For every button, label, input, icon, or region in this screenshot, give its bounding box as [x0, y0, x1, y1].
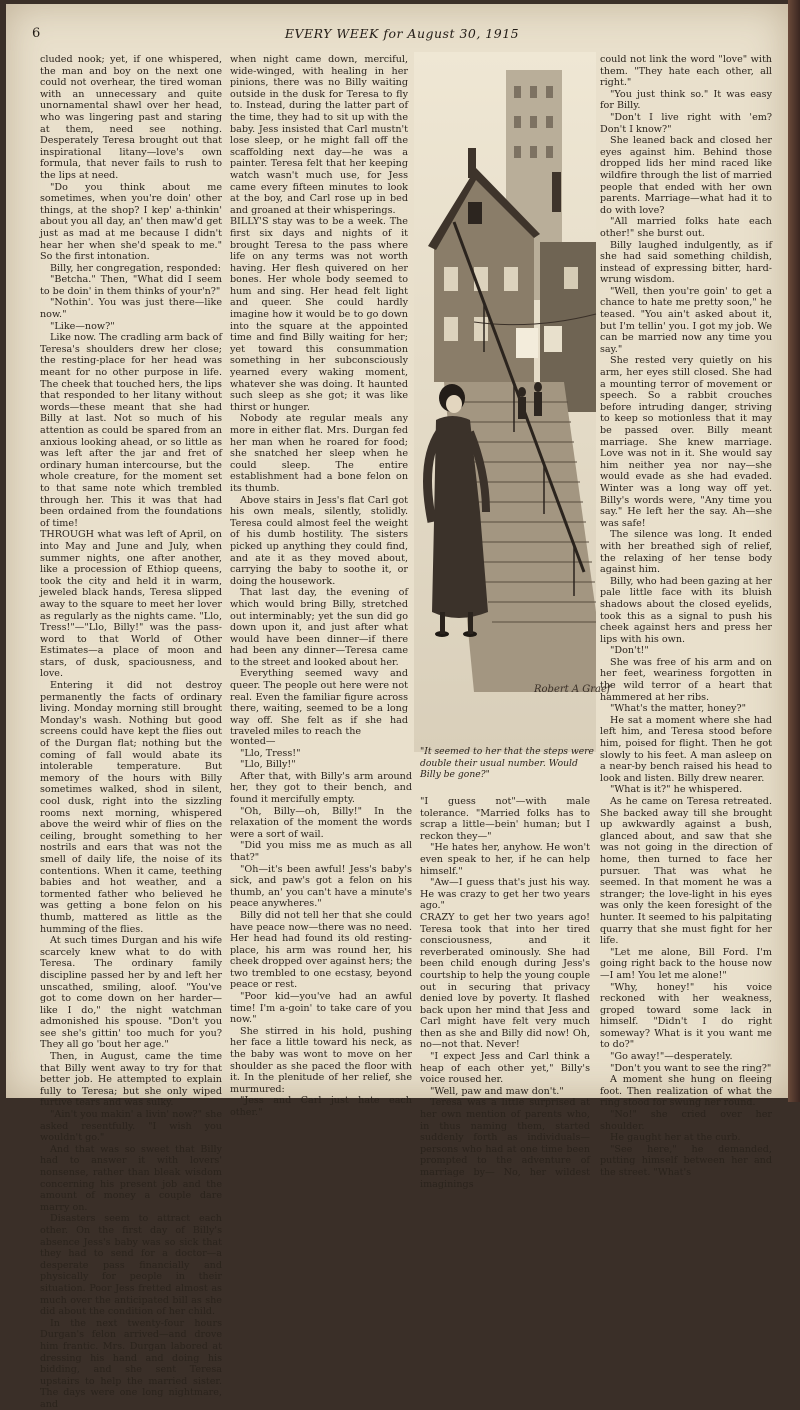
paragraph: Billy, who had been gazing at her pale little face with its bluish shadows about the closed eyelids, took this as a signal to push his cheek against hers and press her lips with his own. [600, 575, 772, 645]
paragraph: "Let me alone, Bill Ford. I'm going right back to the house now—I am! You let me alone!" [600, 946, 772, 981]
paragraph: "Don't!" [610, 645, 649, 657]
paragraph: "He hates her, anyhow. He won't even speak to her, if he can help himself." [420, 842, 590, 877]
paragraph: "All married folks hate each other!" she burst out. [600, 216, 772, 239]
paragraph: cluded nook; yet, if one whispered, the man and boy on the next one could not overhear, the tired woman with an unnecessary and quite unornamental shawl over her head, who was lingering past and staring at them, need see nothing. Desperately Teresa brought out that inspirational litany—love's own formula, that never fails to rush to the lips at need. [40, 54, 222, 181]
paragraph: Billy did not tell her that she could have peace now—there was no need. Her head had found its old resting-place, his arm was round her, his cheek dropped over against hers; the two trembled to one ecstasy, beyond peace or rest. [230, 909, 412, 991]
paragraph: "Oh, Billy—oh, Billy!" In the relaxation of the moment the words were a sort of wail. [230, 805, 412, 840]
paragraph: wonted— [230, 736, 276, 747]
text-column-2-lower [230, 736, 412, 1118]
paragraph: "See here," he demanded, putting himself between her and the street. "What's [600, 1143, 772, 1178]
paragraph: "Well, then you're goin' to get a chance to hate me pretty soon," he teased. "You ain't asked about it, but I'm tellin' you. I got my job. We can be married now any time you say." [600, 285, 772, 355]
paragraph: After that, with Billy's arm around her, they got to their bench, and found it mercifully empty. [230, 770, 412, 805]
paragraph: BILLY'S stay was to be a week. The first six days and nights of it brought Teresa to the pass where life on any terms was not worth having. Her flesh quivered on her bones. Her whole body seemed to hum and sing. Her head felt light and queer. She could hardly imagine how it would be to go down into the square at the appointed time and find Billy waiting for her; yet toward this consummation something in her subconsciously yearned every waking moment, whatever she was doing. It haunted such sleep as she got; it was like thirst or hunger. [230, 216, 408, 413]
paragraph: Disasters seem to attract each other. On the first day of Billy's absence Jess's baby was so sick that they had to send for a doctor—a desperate pass financially and physically for people in their situation. Poor Jess fretted almost as much over the anticipated bill as she did about the condition of her child. [40, 1213, 222, 1318]
paragraph: Entering it did not destroy permanently the facts of ordinary living. Monday morning still brought Monday's wash. Nothing but good screens could have kept the flies out of the Durgan flat; nothing but the coming of fall would abate its intolerable temperature. But memory of the hours with Billy sometimes walked, shod in silent, cool dusk, right into the sizzling rooms next morning, whispered above the weird whir of flies on the ceiling, brought something to her nostrils and ears that was not the smell of daily life, the noise of its contentions. When it came, teething babies and hot weather, and a tormented father who believed he was getting a bone felon on his thumb, mattered as little as the humming of the flies. [40, 680, 222, 935]
paragraph: "Don't I live right with 'em? Don't I know?" [600, 111, 772, 135]
paragraph: Teresa was a little surprised at her own mention of parents who, in thus naming them, started suddenly forth as individuals—persons who had at one time been prompted to the adventure of marriage by— No, her wildest imaginings [420, 1097, 590, 1190]
paragraph: "Betcha." Then, "What did I seem to be doin' in them thinks of your'n?" [40, 274, 222, 297]
paragraph: And that was so sweet that Billy had to answer it with lovers' nonsense, rather than bleak wisdom concerning his present job and the amount of money a couple dare marry on. [40, 1143, 222, 1213]
book-binding-edge [788, 0, 800, 1102]
magazine-page [6, 4, 788, 1410]
paragraph: Then, in August, came the time that Billy went away to try for that better job. He attempted to explain fully to Teresa; but she only wiped furtive tears and was sulky. [40, 1051, 222, 1109]
paragraph: A moment she hung on fleeing foot. Then realization of what the ring stood for swung her round. [600, 1074, 772, 1109]
paragraph: "What's the matter, honey?" [610, 703, 747, 715]
text-column-2 [230, 54, 408, 738]
artist-signature: Robert A Graef [534, 684, 611, 695]
paragraph: "Ain't you makin' a livin' now?" she asked resentfully. "I wish you wouldn't go." [40, 1109, 222, 1144]
paragraph: "Llo, Billy!" [240, 759, 296, 771]
paragraph: Like now. The cradling arm back of Teresa's shoulders drew her close; the resting-place for her head was meant for no other purpose in life. The cheek that touched hers, the lips that responded to her litany without words—these meant that she had Billy at last. Not so much of his attention as could be spared from an anxious looking ahead, or so little as was left after the jar and fret of ordinary human intercourse, but the whole creature, for the moment set to that same note which trembled through her. This it was that had been ordained from the foundations of time! [40, 332, 222, 529]
paragraph: "I expect Jess and Carl think a heap of each other yet," Billy's voice roused her. [420, 1051, 590, 1086]
paragraph: He gaught her at the curb. [610, 1132, 741, 1144]
paragraph: "Llo, Tress!" [240, 747, 301, 759]
paragraph: could not link the word "love" with them. "They hate each other, all right." [600, 54, 772, 89]
paragraph: At such times Durgan and his wife scarcely knew what to do with Teresa. The ordinary family discipline passed her by and left her unscathed, smiling, aloof. "You've got to come down on her harder—like I do," the night watchman admonished his spouse. "Don't you see she's gittin' too much for you? They all go 'bout her age." [40, 935, 222, 1051]
paragraph: "Why, honey!" his voice reckoned with her weakness, groped toward some lack in himself. "Didn't I do right someway? What is it you want me to do?" [600, 981, 772, 1051]
page-number: 6 [32, 26, 41, 41]
paragraph: The silence was long. It ended with her breathed sigh of relief, the relaxing of her tense body against him. [600, 529, 772, 576]
paragraph: She stirred in his hold, pushing her face a little toward his neck, as the baby was wont to move on her shoulder as she paced the floor with it. In the plenitude of her relief, she murmured: [230, 1025, 412, 1095]
paragraph: "Jess and Carl just hate each other." [230, 1095, 412, 1118]
paragraph: CRAZY to get her two years ago! Teresa took that into her tired consciousness, and it reverberated ominously. She had been child enough during Jess's courtship to help the young couple out in securing that privacy denied love by poverty. It flashed back upon her mind that Jess and Carl might have felt very much then as she and Billy did now! Oh, no—not that. Never! [420, 911, 590, 1051]
illustration-stairway [414, 52, 611, 752]
text-column-1 [40, 54, 222, 1410]
chimney [468, 148, 476, 178]
text-column-4 [600, 54, 772, 1178]
paragraph: Nobody ate regular meals any more in either flat. Mrs. Durgan fed her man when he roared for food; she snatched her sleep when he could sleep. The entire establishment had a bone felon on its thumb. [230, 413, 408, 494]
paragraph: She was free of his arm and on her feet, weariness forgotten in the wild terror of a heart that hammered at her ribs. [600, 656, 772, 703]
paragraph: "Oh—it's been awful! Jess's baby's sick, and paw's got a felon on his thumb, an' you can't have a minute's peace anywheres." [230, 863, 412, 910]
paragraph: Above stairs in Jess's flat Carl got his own meals, silently, stolidly. Teresa could almost feel the weight of his dumb hostility. The sisters picked up anything they could find, and ate it as they moved about, carrying the baby to soothe it, or doing the housework. [230, 494, 408, 587]
paragraph: "Like—now?" [50, 320, 115, 332]
text-column-3 [420, 796, 590, 1190]
paragraph: "Poor kid—you've had an awful time! I'm a-goin' to take care of you now." [230, 991, 412, 1026]
paragraph: In the next twenty-four hours Durgan's felon arrived—and drove him frantic. Mrs. Durgan labored at dressing his hand and doing his bidding, and she sent Teresa upstairs to help the married sister. The days were one long nightmare, and [40, 1317, 222, 1410]
paragraph: "Aw—I guess that's just his way. He was crazy to get her two years ago." [420, 877, 590, 912]
paragraph: "You just think so." It was easy for Billy. [600, 88, 772, 112]
paragraph: "I guess not"—with male tolerance. "Married folks has to scrap a little—bein' human; but I reckon they—" [420, 796, 590, 842]
illustration-caption: "It seemed to her that the steps were double their usual number. Would Billy be gone?" [420, 746, 594, 780]
paragraph: Billy, her congregation, responded: [50, 262, 222, 274]
paragraph: "Do you think about me sometimes, when you're doin' other things, at the shop? I kep' a-thinkin' about you all day, an' then maw'd get just as mad at me because I didn't hear her when she'd speak to me." So the first intonation. [40, 181, 222, 263]
paragraph: "No!" she cried over her shoulder. [600, 1109, 772, 1132]
paragraph: She rested very quietly on his arm, her eyes still closed. She had a mounting terror of movement or speech. So a rabbit crouches before intruding danger, striving to keep so motionless that it may be passed over. Billy meant marriage. She knew marriage. Love was not in it. She would say him neither yea nor nay—she would evade as she had evaded. Winter was a long way off yet. Billy's words were, "Any time you say." He left her the say. Ah—she was safe! [600, 355, 772, 529]
paragraph: "What is it?" he whispered. [610, 784, 743, 796]
paragraph: Everything seemed wavy and queer. The people out here were not real. Even the familiar figure across there, waiting, seemed to be a long way off. She felt as if she had traveled miles to reach the [230, 668, 408, 738]
running-title: EVERY WEEK for August 30, 1915 [284, 26, 520, 41]
page-header [32, 26, 772, 46]
paragraph: when night came down, merciful, wide-winged, with healing in her pinions, there was no Billy waiting outside in the dusk for Teresa to fly to. Instead, during the latter part of the time, they had to sit up with the baby. Jess insisted that Carl mustn't lose sleep, or he might fall off the scaffolding next day—he was a painter. Teresa felt that her keeping watch wasn't much use, for Jess came every fifteen minutes to look at the boy, and Carl rose up in bed and groaned at their whisperings. [230, 54, 408, 216]
paragraph: THROUGH what was left of April, on into May and June and July, when summer nights, one after another, like a procession of Ethiop queens, took the city and held it in warm, jeweled black hands, Teresa slipped away to the square to meet her lover as regularly as the nights came. "Llo, Tress!"—"Llo, Billy!" was the pass-word to that World of Other Estimates—a place of moon and stars, of dusk, spaciousness, and love. [40, 529, 222, 680]
paragraph: "Well, paw and maw don't." [430, 1085, 564, 1097]
paragraph: As he came on Teresa retreated. She backed away till she brought up awkwardly against a bush, glanced about, and saw that she was not going in the direction of home, then turned to face her pursuer. That was what he seemed. In that moment he was a stranger; the love-light in his eyes was only the keen foresight of the hunter. It seemed to his palpitating quarry that she must fight for her life. [600, 796, 772, 947]
paragraph: "Did you miss me as much as all that?" [230, 840, 412, 863]
paragraph: That last day, the evening of which would bring Billy, stretched out interminably; yet the sun did go down upon it, and just after what would have been dinner—if there had been any dinner—Teresa came to the street and looked about her. [230, 587, 408, 668]
paragraph: She leaned back and closed her eyes against him. Behind those dropped lids her mind raced like wildfire through the list of married people that ended with her own parents. Marriage—what had it to do with love? [600, 135, 772, 216]
paragraph: He sat a moment where she had left him, and Teresa stood before him, poised for flight. Then he got slowly to his feet. A man asleep on a near-by bench raised his head to look and listen. Billy drew nearer. [600, 714, 772, 784]
paragraph: "Nothin'. You was just there—like now." [40, 297, 222, 321]
paragraph: Billy laughed indulgently, as if she had said something childish, instead of expressing bitter, hard-wrung wisdom. [600, 239, 772, 286]
paragraph: "Go away!"—desperately. [610, 1051, 733, 1063]
paragraph: "Don't you want to see the ring?" [610, 1062, 772, 1074]
